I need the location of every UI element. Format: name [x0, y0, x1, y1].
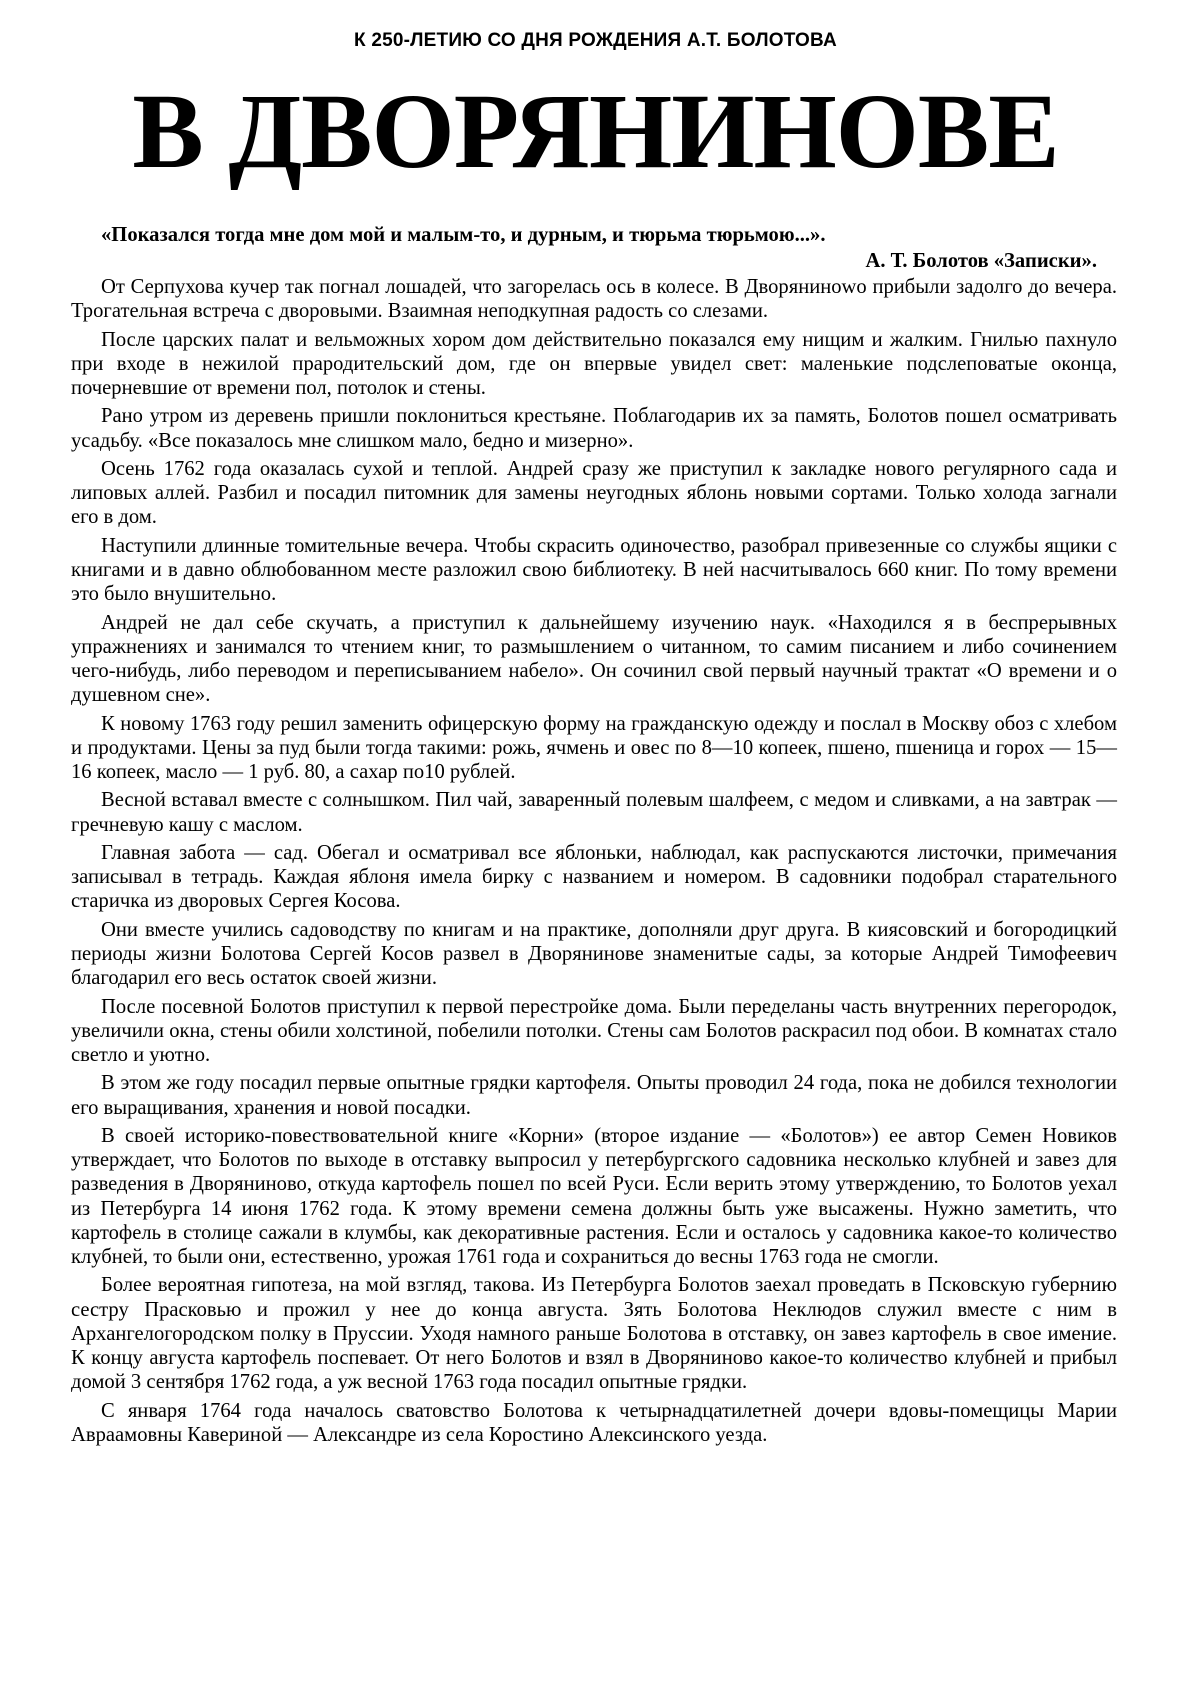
epigraph-quote: «Показался тогда мне дом мой и малым-то, и дурным, и тюрьма тюрьмою...». [101, 224, 826, 246]
article-title: В ДВОРЯНИНОВЕ [132, 73, 1059, 191]
paragraph-13: В своей историко-повествовательной книге «Корни» (второе издание — «Болотов») ее автор Семен Новиков утверждает, что Болотов по выходе в отставку выпросил у петербургского садовника несколько клубней и завез для разведения в Дворяниново, откуда картофель пошел по всей Руси. Если верить этому утверждению, то Болотов уехал из Петербурга 14 июня 1762 года. К этому времени семена должны быть уже высажены. Нужно заметить, что картофель в столице сажали в клумбы, как декоративные растения. Если и осталось у садовника какое-то количество клубней, то были они, естественно, урожая 1761 года и сохраниться до весны 1763 года не смогли. [71, 1124, 1117, 1268]
paragraph-12: В этом же году посадил первые опытные грядки картофеля. Опыты проводил 24 года, пока не добился технологии его выращивания, хранения и новой посадки. [71, 1072, 1117, 1119]
paragraph-1: От Серпухова кучер так погнал лошадей, что загорелась ось в колесе. В Дворянинowo прибыли задолго до вечера. Трогательная встреча с дворовыми. Взаимная неподкупная радость со слезами. [71, 276, 1117, 323]
paragraph-5: Наступили длинные томительные вечера. Чтобы скрасить одиночество, разобрал привезенные со службы ящики с книгами и в давно облюбованном месте разложил свою библиотеку. В ней насчитывалось 660 книг. По тому времени это было внушительно. [71, 534, 1117, 606]
anniversary-kicker: К 250-ЛЕТИЮ СО ДНЯ РОЖДЕНИЯ А.Т. БОЛОТОВА [354, 30, 837, 51]
paragraph-7: К новому 1763 году решил заменить офицерскую форму на гражданскую одежду и послал в Москву обоз с хлебом и продуктами. Цены за пуд были тогда такими: рожь, ячмень и овес по 8—10 копеек, пшено, пшеница и горох — 15—16 копеек, масло — 1 руб. 80, а сахар по10 рублей. [71, 712, 1117, 783]
paragraph-3: Рано утром из деревень пришли поклониться крестьяне. Поблагодарив их за память, Болотов пошел осматривать усадьбу. «Все показалось мне слишком мало, бедно и мизерно». [71, 405, 1117, 452]
paragraph-2: После царских палат и вельможных хором дом действительно показался ему нищим и жалким. Гнилью пахнуло при входе в нежилой прародительский дом, где он впервые увидел свет: маленькие подслеповатые оконца, почерневшие от времени пол, потолок и стены. [71, 328, 1117, 399]
paragraph-6: Андрей не дал себе скучать, а приступил к дальнейшему изучению наук. «Находился я в беспрерывных упражнениях и занимался то чтением книг, то размышлением о читанном, то самим писанием и либо сочинением чего-нибудь, либо переводом и переписыванием набело». Он сочинил свой первый научный трактат «О времени и о душевном сне». [71, 611, 1117, 707]
paragraph-8: Весной вставал вместе с солнышком. Пил чай, заваренный полевым шалфеем, с медом и сливками, а на завтрак —гречневую кашу с маслом. [71, 789, 1117, 836]
paragraph-9: Главная забота — сад. Обегал и осматривал все яблоньки, наблюдал, как распускаются листочки, примечания записывал в тетрадь. Каждая яблоня имела бирку с названием и номером. В садовники подобрал старательного старичка из дворовых Сергея Косова. [71, 841, 1117, 913]
epigraph [71, 222, 1117, 274]
epigraph-attribution: А. Т. Болотов «Записки». [865, 250, 1097, 272]
paragraph-14: Более вероятная гипотеза, на мой взгляд, такова. Из Петербурга Болотов заехал проведать в Псковскую губернию сестру Прасковью и прожил у нее до конца августа. Зять Болотова Неклюдов служил вместе с ним в Архангелогородском полку в Пруссии. Уходя намного раньше Болотова в отставку, он завез картофель в свое имение. К концу августа картофель поспевает. От него Болотов и взял в Дворяниново какое-то количество клубней и прибыл домой 3 сентября 1762 года, а уж весной 1763 года посадил опытные грядки. [71, 1274, 1117, 1394]
article-body [71, 275, 1117, 1451]
paragraph-11: После посевной Болотов приступил к первой перестройке дома. Были переделаны часть внутренних перегородок, увеличили окна, стены обили холстиной, побелили потолки. Стены сам Болотов раскрасил под обои. В комнатах стало светло и уютно. [71, 995, 1117, 1066]
paragraph-10: Они вместе учились садоводству по книгам и на практике, дополняли друг друга. В киясовский и богородицкий периоды жизни Болотова Сергей Косов развел в Дворянинове знаменитые сады, за которые Андрей Тимофеевич благодарил его весь остаток своей жизни. [71, 918, 1117, 990]
paragraph-15: С января 1764 года началось сватовство Болотова к четырнадцатилетней дочери вдовы-помещицы Марии Авраамовны Кавериной — Александре из села Коростино Алексинского уезда. [71, 1399, 1117, 1446]
paragraph-4: Осень 1762 года оказалась сухой и теплой. Андрей сразу же приступил к закладке нового регулярного сада и липовых аллей. Разбил и посадил питомник для замены неугодных яблонь новыми сортами. Только холода загнали его в дом. [71, 457, 1117, 529]
